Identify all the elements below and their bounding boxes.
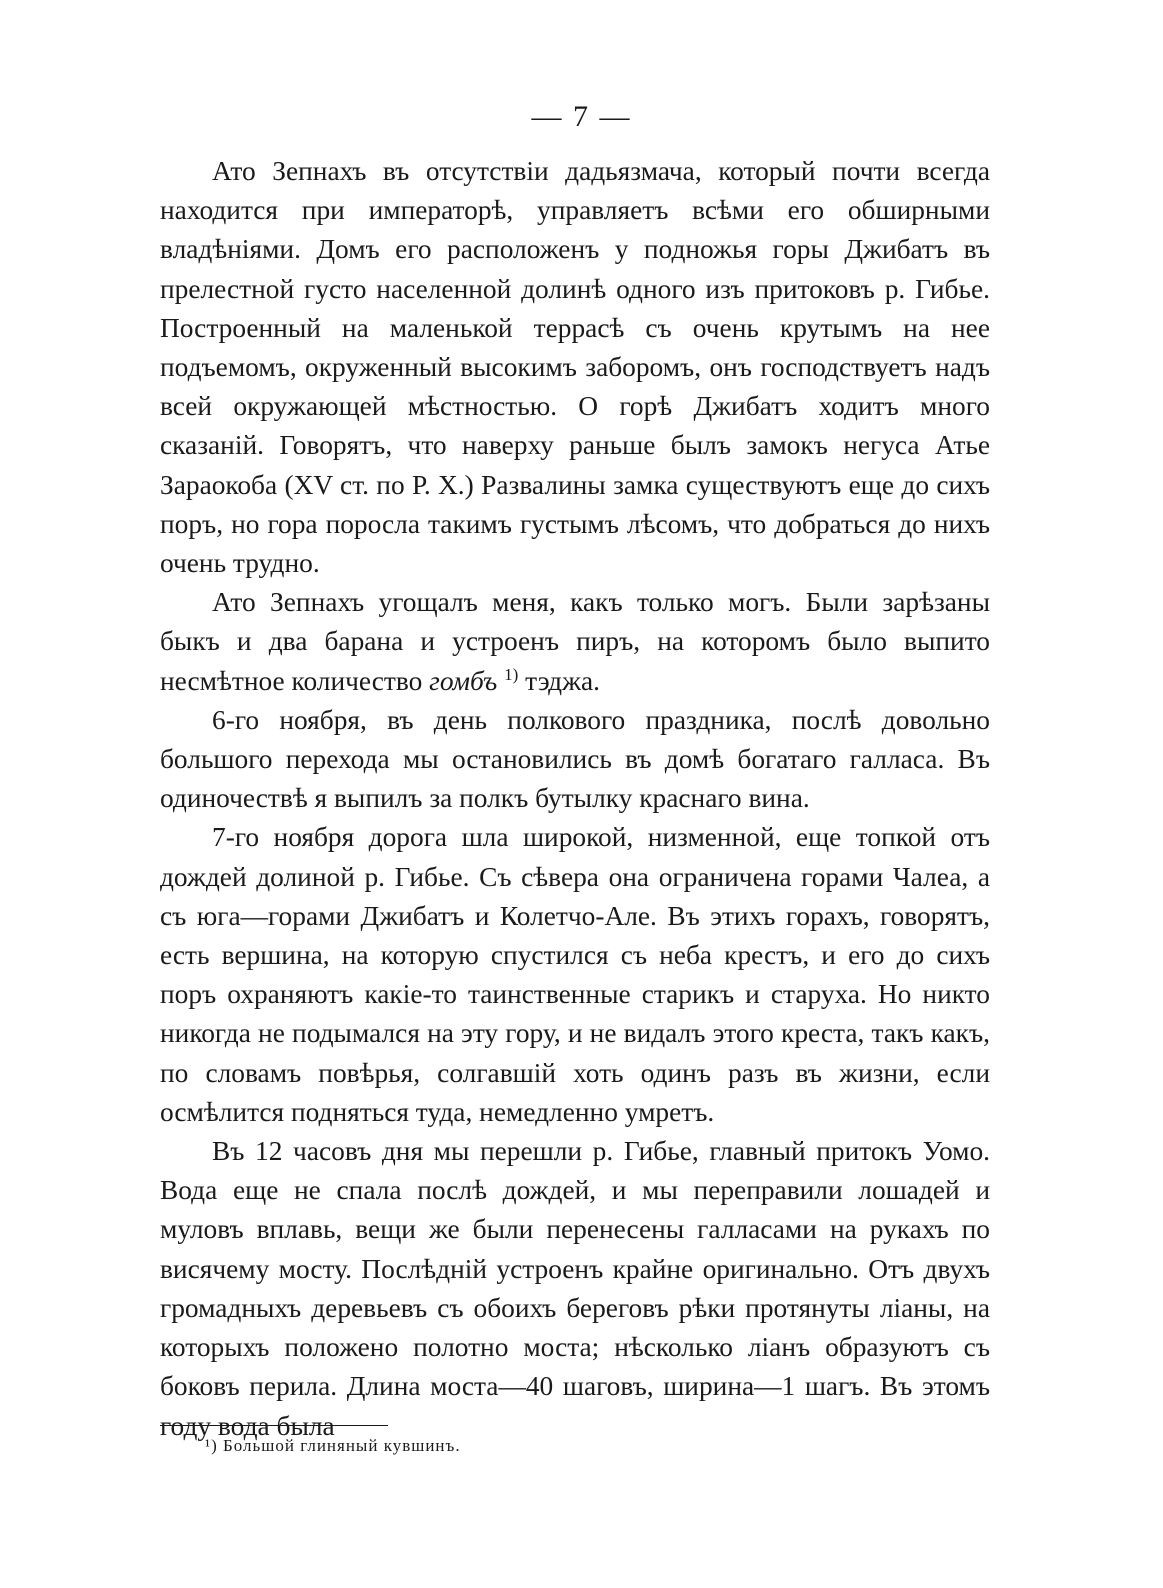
paragraph-4 [160, 818, 990, 1132]
paragraph-1-text: Ато Зепнахъ въ отсутствіи дадьязмача, который почти всегда находится при императорѣ, управляетъ всѣми его обширными владѣніями. Домъ его расположенъ у подножья горы Джибатъ въ прелестной густо населенной долинѣ одного изъ притоковъ р. Гибье. Построенный на маленькой террасѣ съ очень крутымъ на нее подъемомъ, окруженный высокимъ заборомъ, онъ господствуетъ надъ всей окружающей мѣстностью. О горѣ Джибатъ ходитъ много сказаній. Говорятъ, что наверху раньше былъ замокъ негуса Атье Зараокоба (XV ст. по Р. Х.) Развалины замка существуютъ еще до сихъ поръ, но гора поросла такимъ густымъ лѣсомъ, что добраться до нихъ очень трудно. [160, 156, 990, 579]
footnote: ¹) Большой глиняный кувшинъ. [205, 1436, 461, 1455]
paragraph-4-text: 7-го ноября дорога шла широкой, низменной, еще топкой отъ дождей долиной р. Гибье. Съ сѣвера она ограничена горами Чалеа, а съ юга—горами Джибатъ и Колетчо-Але. Въ этихъ горахъ, говорятъ, есть вершина, на которую спустился съ неба крестъ, и его до сихъ поръ охраняютъ какіе-то таинственные старикъ и старуха. Но никто никогда не подымался на эту гору, и не видалъ этого креста, такъ какъ, по словамъ повѣрья, солгавшій хоть одинъ разъ въ жизни, если осмѣлится подняться туда, немедленно умретъ. [160, 822, 990, 1127]
paragraph-1 [160, 152, 990, 583]
paragraph-3 [160, 701, 990, 819]
page-number: — 7 — [531, 100, 632, 133]
paragraph-2-tail: тэджа. [518, 665, 601, 696]
body-text [160, 152, 990, 1446]
paragraph-2-text: Ато Зепнахъ угощалъ меня, какъ только могъ. Были зарѣзаны быкъ и два барана и устроенъ пиръ, на которомъ было выпито несмѣтное количество [160, 587, 990, 696]
footnote-divider [160, 1425, 388, 1426]
italic-term: гомбъ [429, 665, 498, 696]
paragraph-5-text: Въ 12 часовъ дня мы перешли р. Гибье, главный притокъ Уомо. Вода еще не спала послѣ дождей, и мы переправили лошадей и муловъ вплавь, вещи же были перенесены галласами на рукахъ по висячему мосту. Послѣдній устроенъ крайне оригинально. Отъ двухъ громадныхъ деревьевъ съ обоихъ береговъ рѣки протянуты ліаны, на которыхъ положено полотно моста; нѣсколько ліанъ образуютъ съ боковъ перила. Длина моста—40 шаговъ, ширина—1 шагъ. Въ этомъ году вода была [160, 1136, 990, 1441]
paragraph-5 [160, 1132, 990, 1446]
paragraph-3-text: 6-го ноября, въ день полкового праздника, послѣ довольно большого перехода мы остановились въ домѣ богатаго галласа. Въ одиночествѣ я выпилъ за полкъ бутылку краснаго вина. [160, 704, 990, 814]
paragraph-2 [160, 583, 990, 701]
footnote-marker: 1) [504, 664, 519, 684]
